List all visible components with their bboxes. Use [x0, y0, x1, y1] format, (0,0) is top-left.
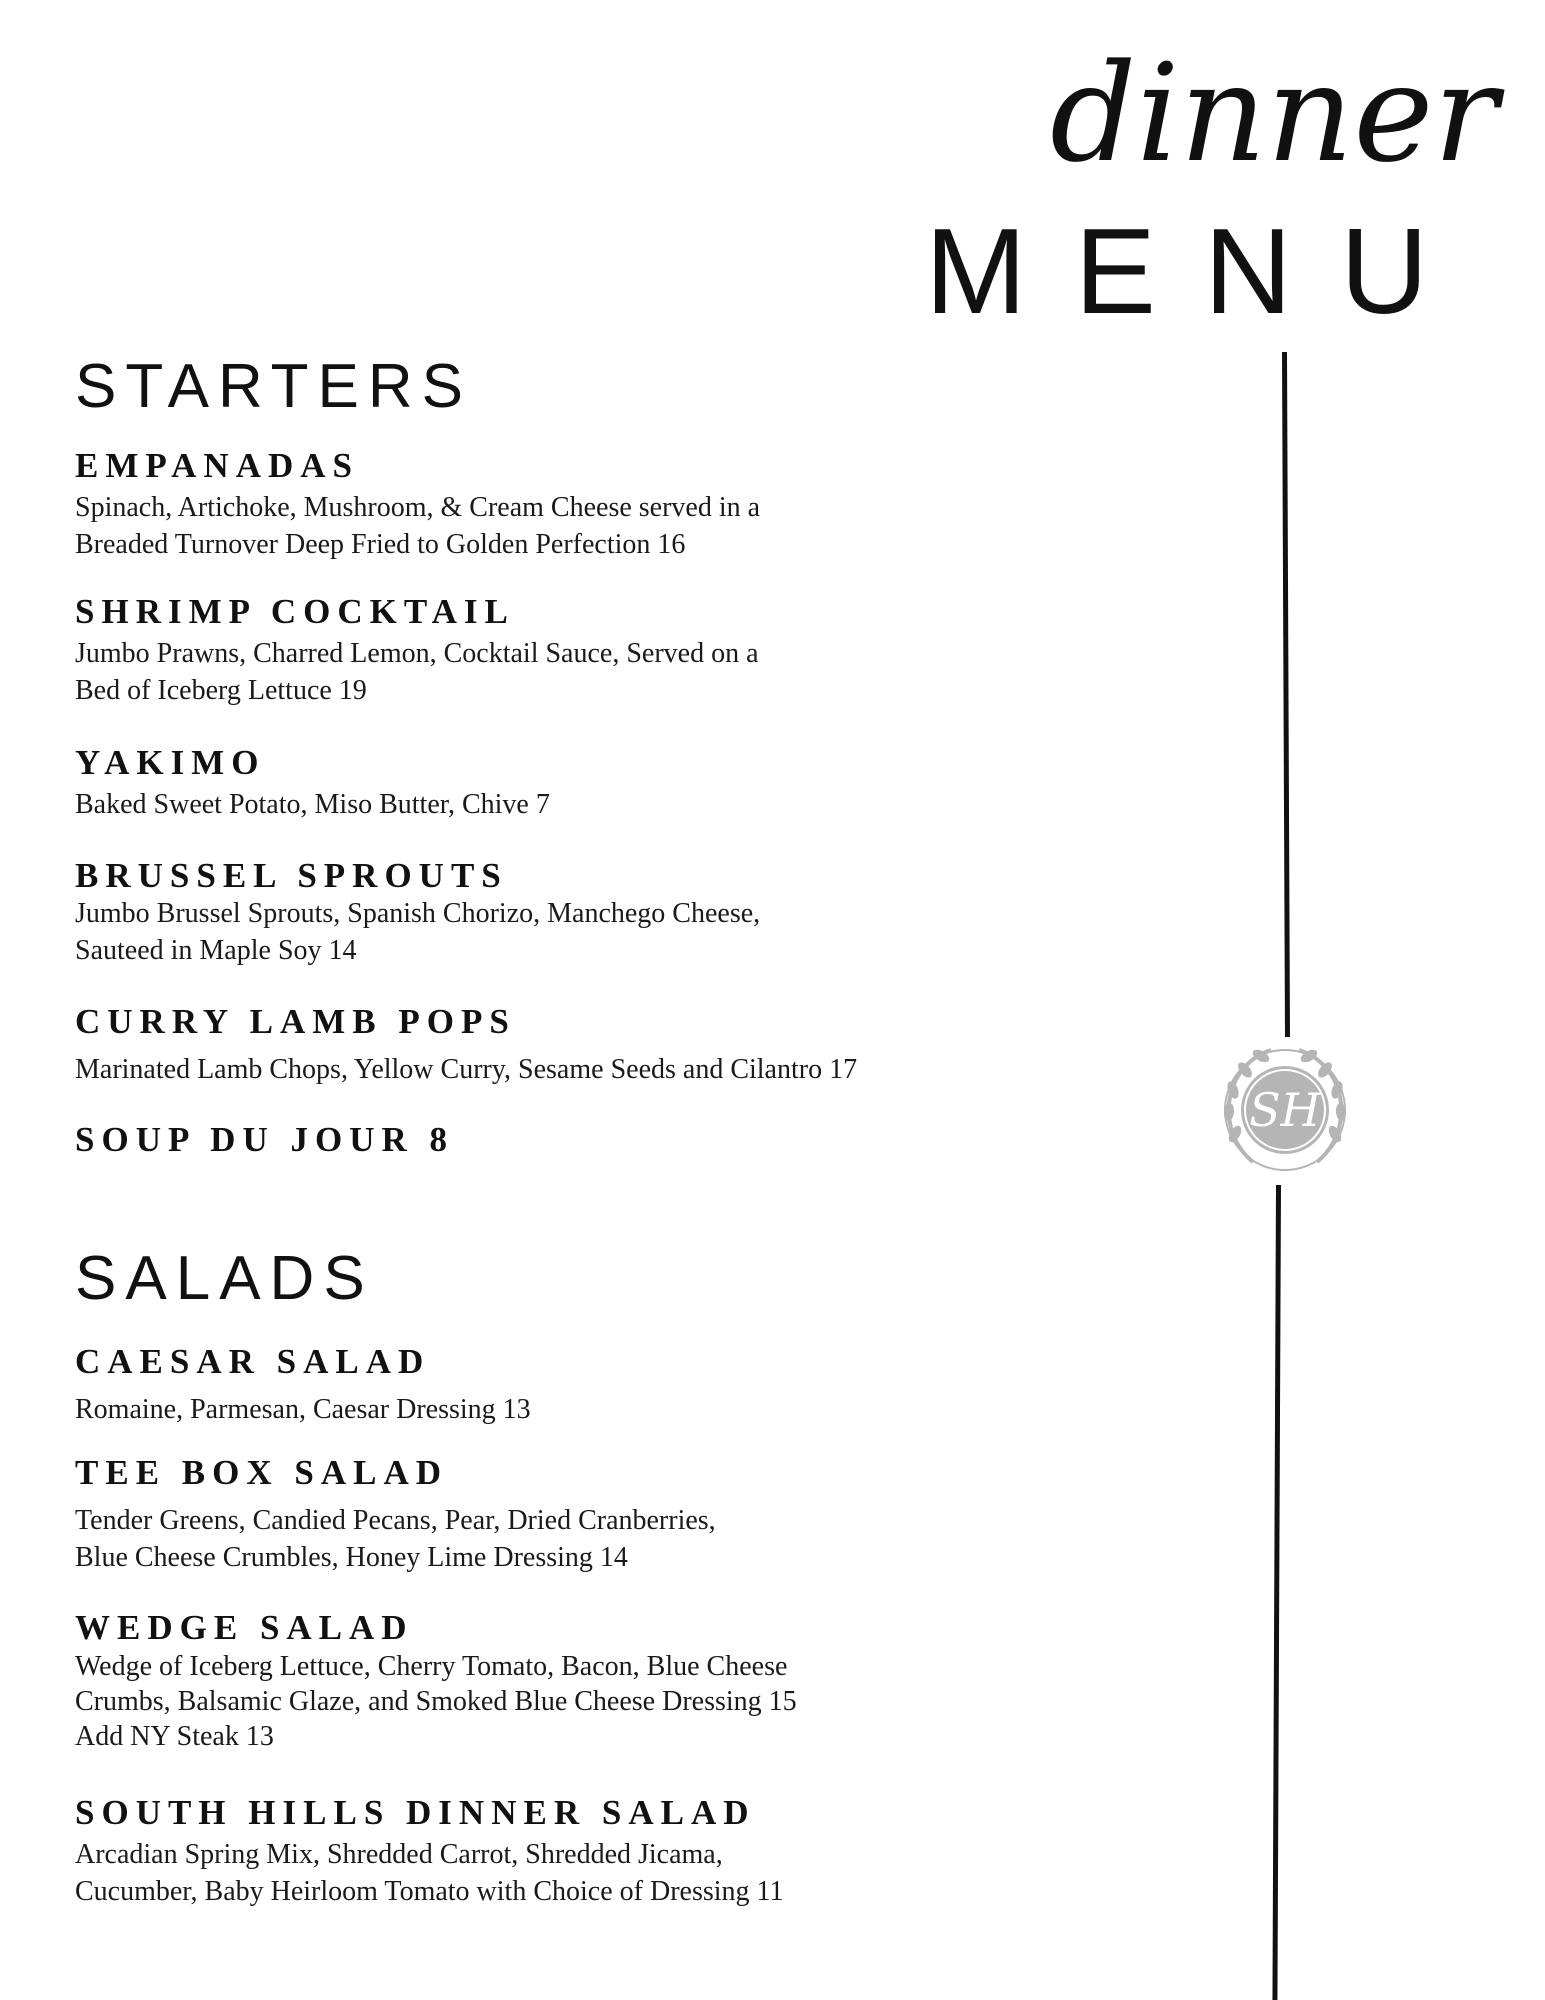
- menu-item-yakimo: [75, 745, 1075, 823]
- menu-item-name: CURRY LAMB POPS: [75, 1002, 516, 1041]
- menu-item-tee-box-salad: [75, 1455, 1075, 1576]
- menu-item-south-hills-dinner-salad: [75, 1795, 1075, 1910]
- menu-item-soup-du-jour: [75, 1122, 1075, 1157]
- dinner-script-title: [1040, 20, 1540, 220]
- menu-heading: MENU: [925, 203, 1477, 339]
- menu-item-curry-lamb-pops: [75, 1004, 1075, 1088]
- menu-item-name: BRUSSEL SPROUTS: [75, 856, 508, 895]
- menu-item-name: SOUP DU JOUR 8: [75, 1120, 454, 1159]
- menu-item-name: SHRIMP COCKTAIL: [75, 592, 515, 631]
- menu-item-description: Marinated Lamb Chops, Yellow Curry, Sesame Seeds and Cilantro 17: [75, 1054, 858, 1085]
- menu-item-description: Wedge of Iceberg Lettuce, Cherry Tomato, Bacon, Blue Cheese Crumbs, Balsamic Glaze, and Smoked Blue Cheese Dressing 15 Add NY Steak 13: [75, 1651, 797, 1752]
- salads-heading: SALADS: [75, 1244, 374, 1313]
- vertical-divider-top: [1282, 352, 1290, 1037]
- menu-item-caesar-salad: [75, 1344, 1075, 1428]
- menu-item-name: YAKIMO: [75, 743, 266, 782]
- menu-item-description: Jumbo Prawns, Charred Lemon, Cocktail Sauce, Served on a Bed of Iceberg Lettuce 19: [75, 638, 759, 706]
- menu-item-name: TEE BOX SALAD: [75, 1453, 449, 1492]
- menu-item-empanadas: [75, 448, 1075, 563]
- menu-item-description: Spinach, Artichoke, Mushroom, & Cream Cheese served in a Breaded Turnover Deep Fried to Golden Perfection 16: [75, 492, 761, 560]
- menu-item-name: EMPANADAS: [75, 446, 360, 485]
- menu-item-description: Baked Sweet Potato, Miso Butter, Chive 7: [75, 789, 550, 820]
- starters-heading: STARTERS: [75, 352, 472, 421]
- dinner-script-text: dinner: [1050, 35, 1498, 192]
- laurel-monogram-emblem: [1213, 1034, 1357, 1186]
- menu-item-description: Arcadian Spring Mix, Shredded Carrot, Shredded Jicama, Cucumber, Baby Heirloom Tomato with Choice of Dressing 11: [75, 1839, 784, 1907]
- menu-item-name: SOUTH HILLS DINNER SALAD: [75, 1793, 756, 1832]
- emblem-monogram: SH: [1249, 1083, 1321, 1137]
- menu-item-name: WEDGE SALAD: [75, 1608, 414, 1647]
- menu-item-name: CAESAR SALAD: [75, 1342, 431, 1381]
- menu-item-description: Jumbo Brussel Sprouts, Spanish Chorizo, Manchego Cheese, Sauteed in Maple Soy 14: [75, 898, 761, 966]
- menu-item-brussel-sprouts: [75, 858, 1075, 969]
- vertical-divider-bottom: [1272, 1185, 1281, 2000]
- menu-item-description: Romaine, Parmesan, Caesar Dressing 13: [75, 1394, 531, 1425]
- menu-item-description: Tender Greens, Candied Pecans, Pear, Dried Cranberries, Blue Cheese Crumbles, Honey Lime Dressing 14: [75, 1505, 716, 1573]
- menu-item-wedge-salad: [75, 1610, 1075, 1754]
- menu-item-shrimp-cocktail: [75, 594, 1075, 709]
